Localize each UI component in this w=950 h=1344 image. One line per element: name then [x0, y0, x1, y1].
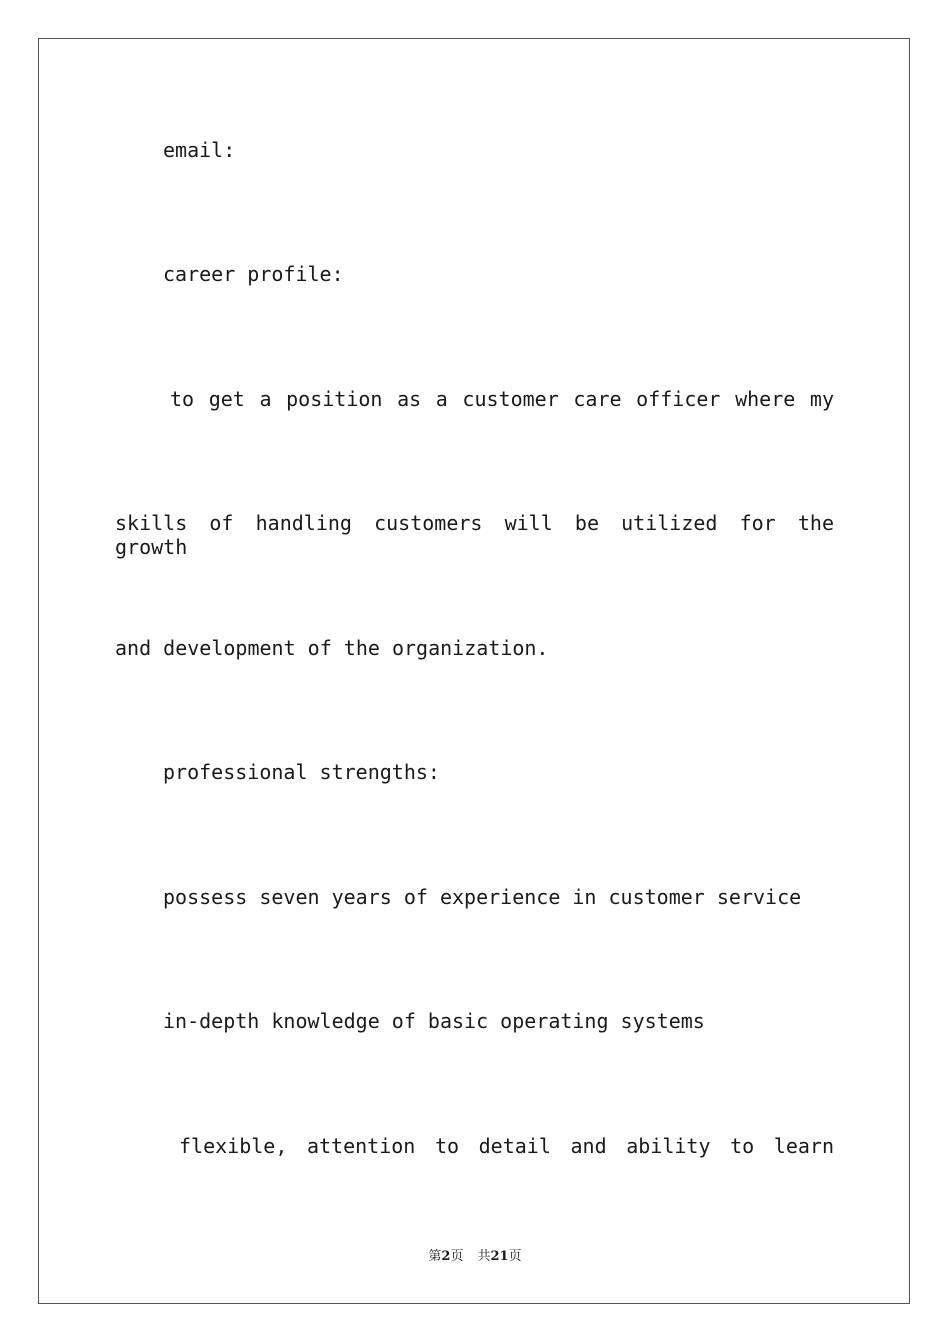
text-line-strength-flexible: flexible, attention to detail and ability to learn	[179, 1134, 834, 1158]
footer-total-pages: 21	[490, 1249, 509, 1264]
text-line-strengths-heading: professional strengths:	[163, 760, 440, 784]
footer-total-prefix: 共	[477, 1249, 491, 1264]
text-line-email-label: email:	[163, 138, 236, 162]
footer-page-prefix: 第	[428, 1249, 442, 1264]
text-line-career-profile-heading: career profile:	[163, 262, 344, 286]
page-border	[38, 38, 910, 1304]
footer-page-suffix: 页	[450, 1249, 464, 1264]
text-line-objective-3: and development of the organization.	[115, 636, 549, 660]
text-line-strength-knowledge: in-depth knowledge of basic operating systems	[163, 1009, 705, 1033]
page-footer	[0, 1248, 950, 1266]
text-line-strength-experience: possess seven years of experience in customer service	[163, 885, 802, 909]
footer-current-page: 2	[441, 1249, 451, 1264]
text-line-objective-2: skills of handling customers will be utilized for the growth	[115, 511, 834, 559]
footer-total-suffix: 页	[508, 1249, 522, 1264]
text-line-objective-1: to get a position as a customer care officer where my	[170, 387, 834, 411]
